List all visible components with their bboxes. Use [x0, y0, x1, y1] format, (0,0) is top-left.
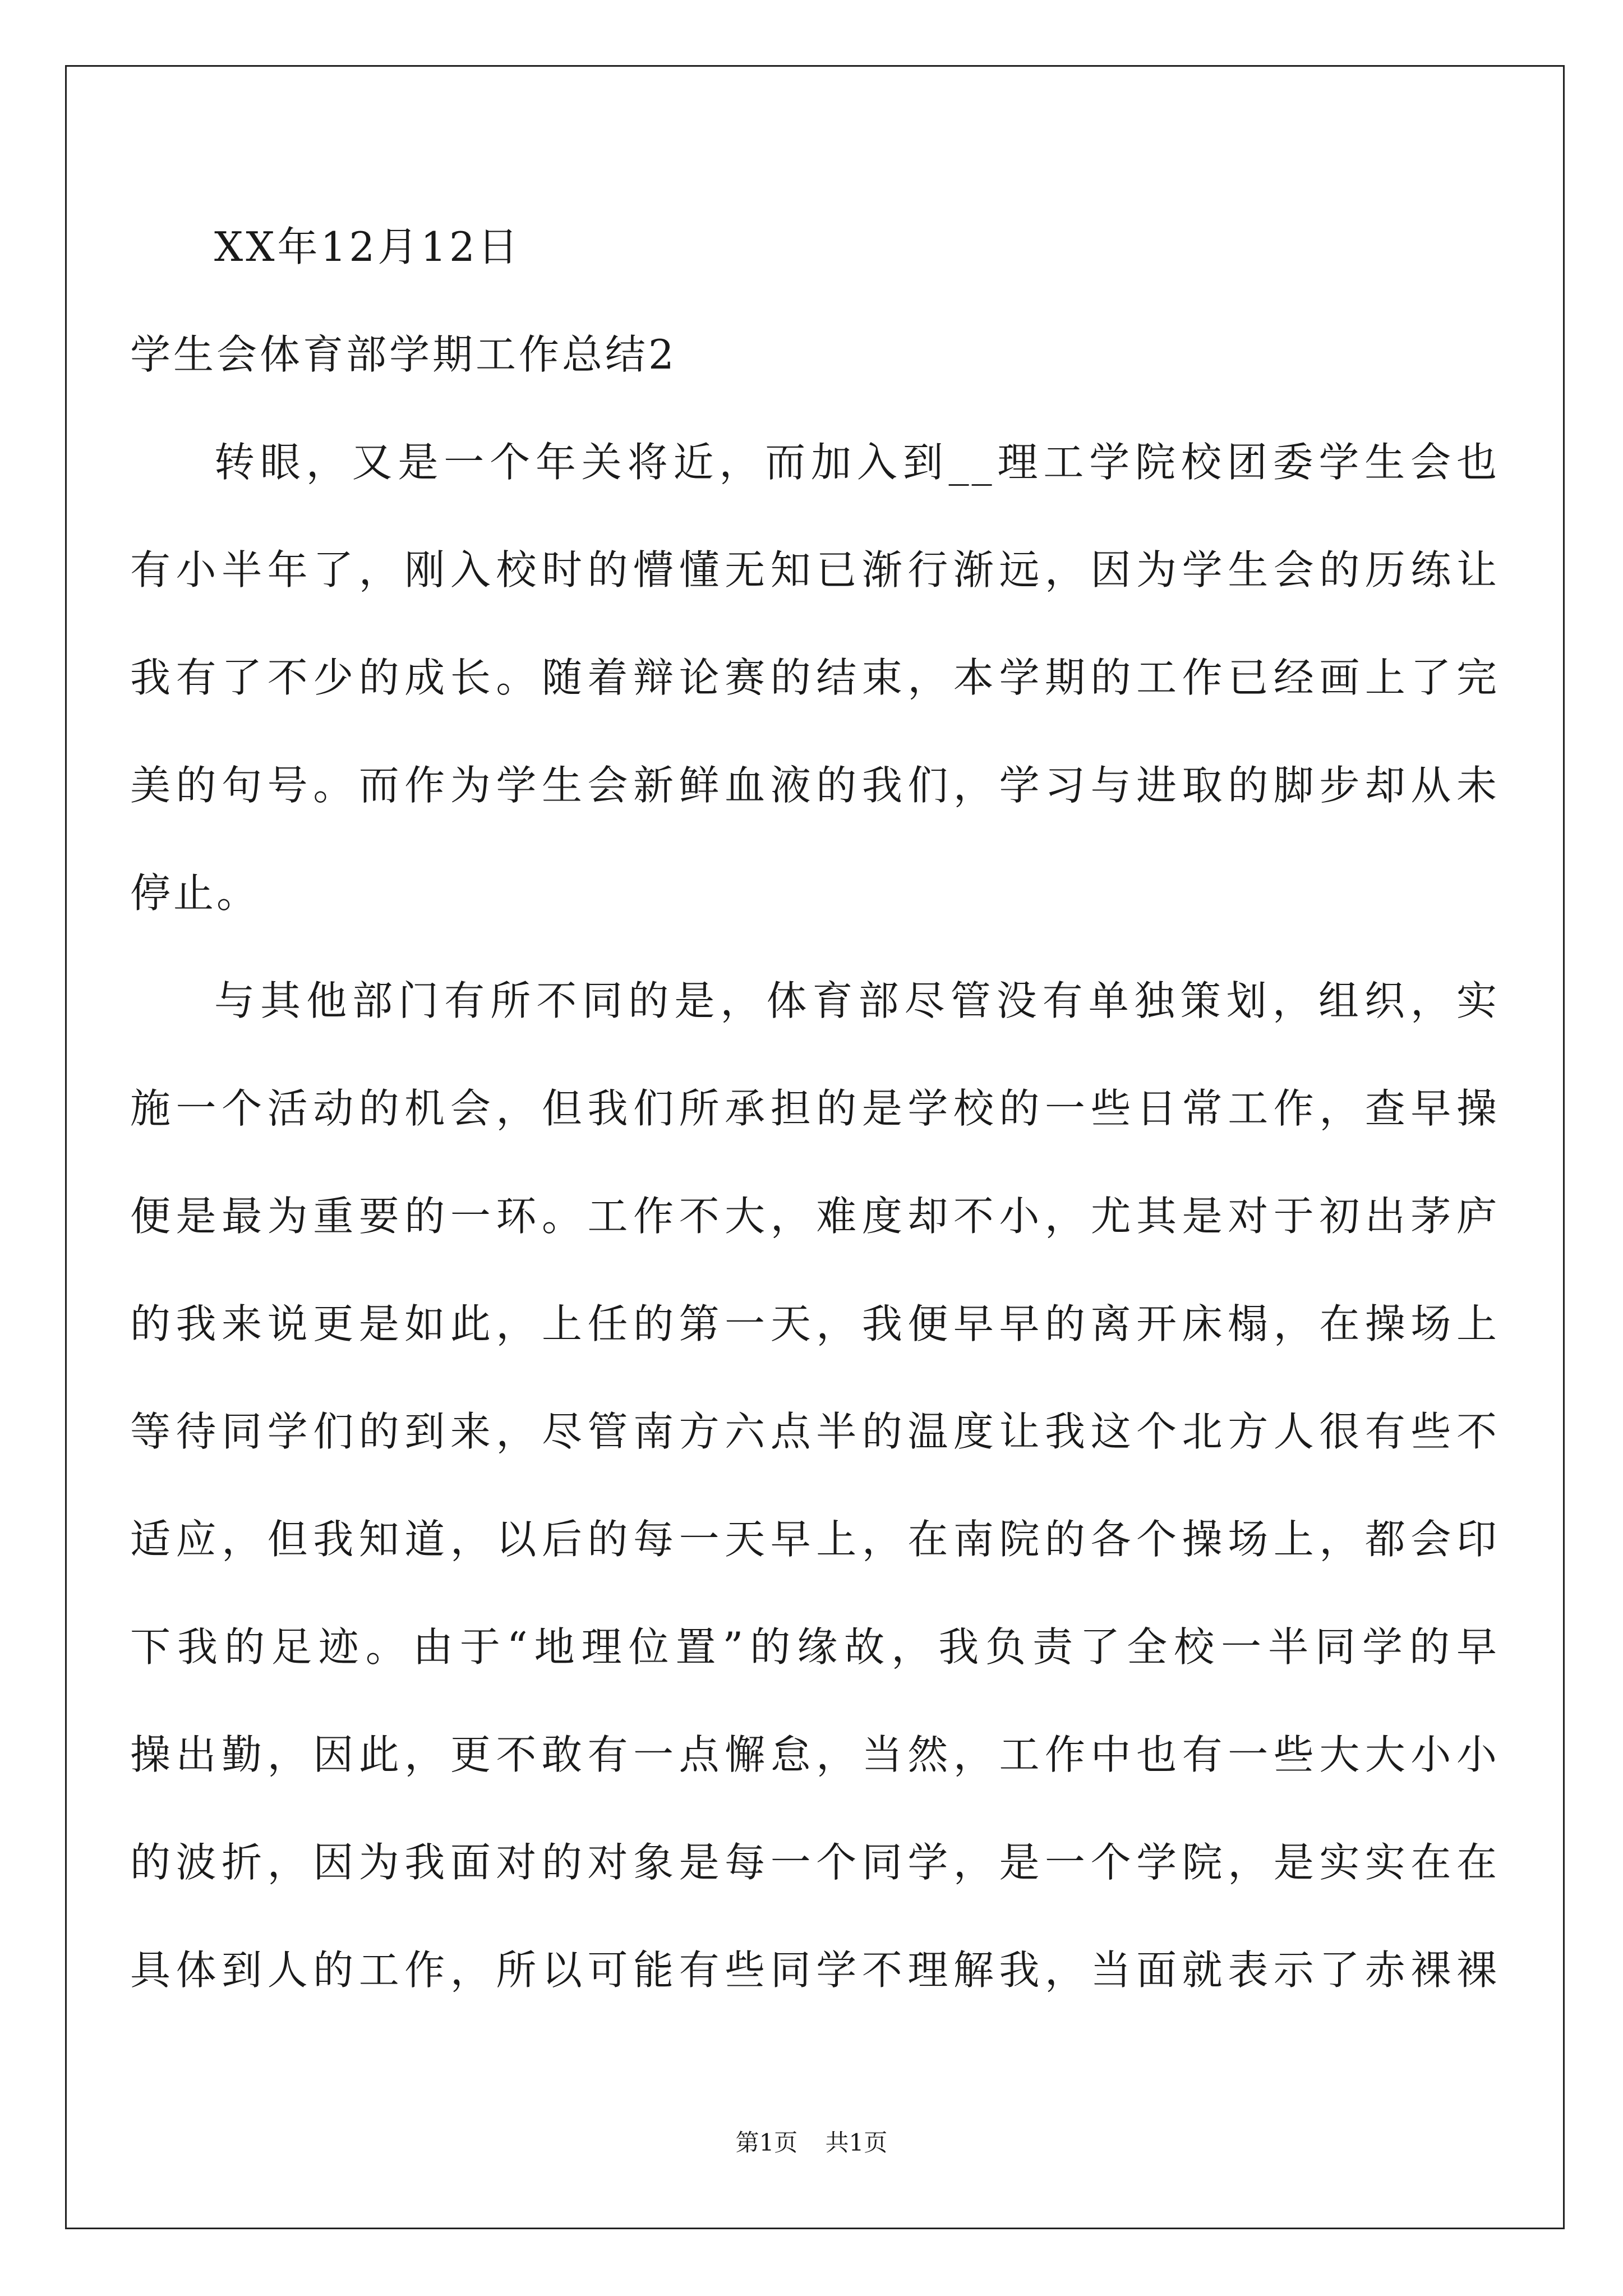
paragraph-1-line-5: 停止。 [130, 869, 260, 917]
paragraph-2-line-9: 的波折，因为我面对的对象是每一个同学，是一个学院，是实实在在 [130, 1839, 1500, 1886]
paragraph-2-line-7: 下我的足迹。由于“地理位置”的缘故，我负责了全校一半同学的早 [130, 1623, 1500, 1671]
page-footer [0, 2127, 1623, 2159]
paragraph-2-line-10: 具体到人的工作，所以可能有些同学不理解我，当面就表示了赤裸裸 [130, 1947, 1500, 1994]
paragraph-1-line-1: 转眼，又是一个年关将近，而加入到__理工学院校团委学生会也 [214, 439, 1500, 486]
paragraph-1-line-4: 美的句号。而作为学生会新鲜血液的我们，学习与进取的脚步却从未 [130, 762, 1500, 809]
paragraph-2-line-4: 的我来说更是如此，上任的第一天，我便早早的离开床榻，在操场上 [130, 1300, 1500, 1347]
paragraph-2-line-5: 等待同学们的到来，尽管南方六点半的温度让我这个北方人很有些不 [130, 1408, 1500, 1455]
paragraph-2-line-6: 适应，但我知道，以后的每一天早上，在南院的各个操场上，都会印 [130, 1516, 1500, 1563]
paragraph-1-line-2: 有小半年了，刚入校时的懵懂无知已渐行渐远，因为学生会的历练让 [130, 546, 1500, 593]
page-total: 共1页 [825, 2129, 888, 2156]
page-number: 第1页 [735, 2129, 798, 2156]
document-body [130, 219, 1500, 2050]
paragraph-2-line-2: 施一个活动的机会，但我们所承担的是学校的一些日常工作，查早操 [130, 1085, 1500, 1132]
paragraph-2-line-8: 操出勤，因此，更不敢有一点懈怠，当然，工作中也有一些大大小小 [130, 1731, 1500, 1778]
paragraph-2-line-3: 便是最为重要的一环。工作不大，难度却不小，尤其是对于初出茅庐 [130, 1193, 1500, 1240]
paragraph-2-line-1: 与其他部门有所不同的是，体育部尽管没有单独策划，组织，实 [214, 977, 1500, 1024]
date-line: XX年12月12日 [214, 223, 521, 270]
document-title: 学生会体育部学期工作总结2 [130, 331, 677, 378]
paragraph-1-line-3: 我有了不少的成长。随着辩论赛的结束，本学期的工作已经画上了完 [130, 654, 1500, 701]
